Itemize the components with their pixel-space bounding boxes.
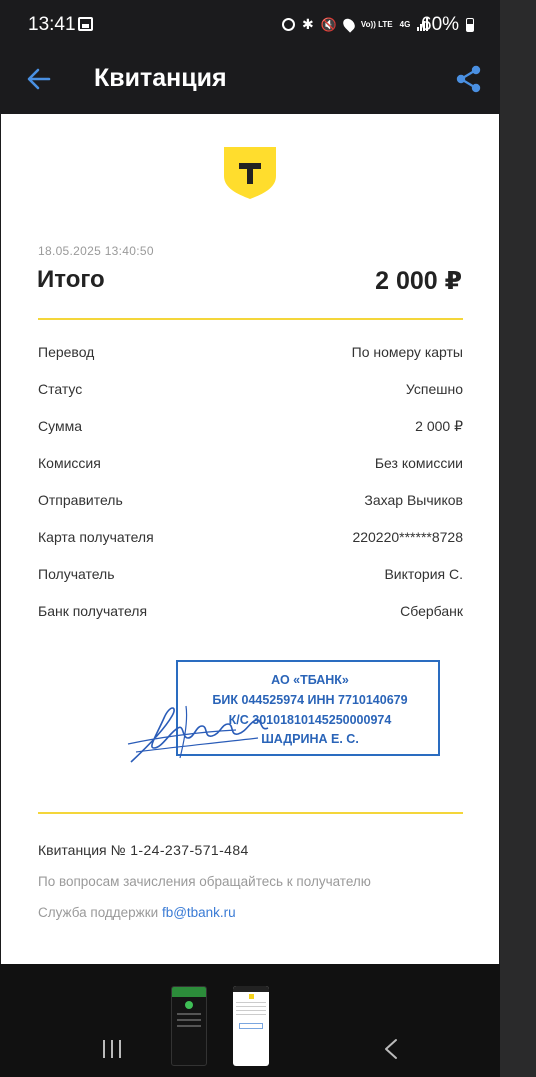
- detail-value: Успешно: [405, 381, 463, 397]
- status-icons: [282, 16, 428, 33]
- detail-label: Сумма: [38, 418, 82, 434]
- receipt-number-line: [38, 842, 249, 858]
- detail-row-amount: [38, 418, 463, 455]
- detail-row-recipient: [38, 566, 463, 603]
- side-strip: [500, 0, 536, 1077]
- detail-value: 2 000 ₽: [415, 418, 463, 434]
- detail-row-status: [38, 381, 463, 418]
- gallery-notification-icon: [78, 17, 93, 31]
- detail-row-recipient-bank: [38, 603, 463, 640]
- detail-value: Сбербанк: [400, 603, 463, 619]
- detail-value: Захар Вычиков: [364, 492, 463, 508]
- detail-label: Комиссия: [38, 455, 101, 471]
- divider: [38, 318, 463, 320]
- detail-label: Статус: [38, 381, 83, 397]
- signature-icon: [126, 698, 306, 770]
- bluetooth-icon: ✱: [302, 16, 314, 32]
- stamp-bik-inn: БИК 044525974 ИНН 7710140679: [212, 693, 408, 707]
- network-4g-indicator: 4G: [399, 19, 411, 29]
- stamp-bank-name: АО «ТБАНК»: [271, 673, 349, 687]
- stamp-signer: ШАДРИНА Е. С.: [261, 732, 359, 746]
- detail-row-transfer: [38, 344, 463, 381]
- divider: [38, 812, 463, 814]
- detail-value: 220220******8728: [352, 529, 463, 545]
- support-email-link[interactable]: fb@tbank.ru: [161, 905, 236, 920]
- share-icon[interactable]: [454, 64, 484, 94]
- alarm-icon: [282, 18, 295, 31]
- detail-label: Отправитель: [38, 492, 123, 508]
- total-value: 2 000 ₽: [375, 267, 462, 295]
- detail-row-sender: [38, 492, 463, 529]
- app-header: [0, 52, 500, 114]
- receipt-number: № 1-24-237-571-484: [110, 842, 249, 858]
- recent-apps-icon[interactable]: [101, 1040, 123, 1058]
- detail-row-commission: [38, 455, 463, 492]
- detail-label: Банк получателя: [38, 603, 148, 619]
- support-line: [38, 905, 236, 920]
- support-label: Служба поддержки: [38, 905, 159, 920]
- stamp-corr-account: К/С 30101810145250000974: [228, 713, 392, 727]
- recent-app-thumbnail[interactable]: [233, 986, 269, 1066]
- total-label: Итого: [37, 266, 105, 293]
- location-icon: [341, 16, 357, 32]
- detail-row-recipient-card: [38, 529, 463, 566]
- status-bar: [0, 0, 500, 52]
- volte-indicator: Vo)) LTE: [360, 19, 393, 29]
- back-nav-icon[interactable]: [383, 1038, 399, 1060]
- receipt-label: Квитанция: [38, 842, 107, 858]
- detail-label: Получатель: [38, 566, 115, 582]
- detail-value: Без комиссии: [374, 455, 463, 471]
- detail-value: Виктория С.: [384, 566, 463, 582]
- battery-level: 60%: [421, 14, 460, 35]
- detail-label: Карта получателя: [38, 529, 154, 545]
- bottom-navigation-area: [0, 964, 500, 1077]
- mute-icon: 🔇: [320, 16, 337, 32]
- arrow-left-icon[interactable]: [26, 66, 52, 92]
- recent-app-thumbnail[interactable]: [171, 986, 207, 1066]
- receipt: [1, 114, 499, 964]
- page-title: Квитанция: [94, 64, 227, 92]
- tbank-logo: [223, 146, 277, 200]
- receipt-details: [38, 344, 463, 640]
- transaction-datetime: 18.05.2025 13:40:50: [38, 244, 154, 258]
- detail-value: По номеру карты: [351, 344, 463, 360]
- status-time: 13:41: [28, 14, 76, 35]
- detail-label: Перевод: [38, 344, 95, 360]
- recipient-note: По вопросам зачисления обращайтесь к получателю: [38, 874, 371, 889]
- battery-icon: [466, 18, 474, 32]
